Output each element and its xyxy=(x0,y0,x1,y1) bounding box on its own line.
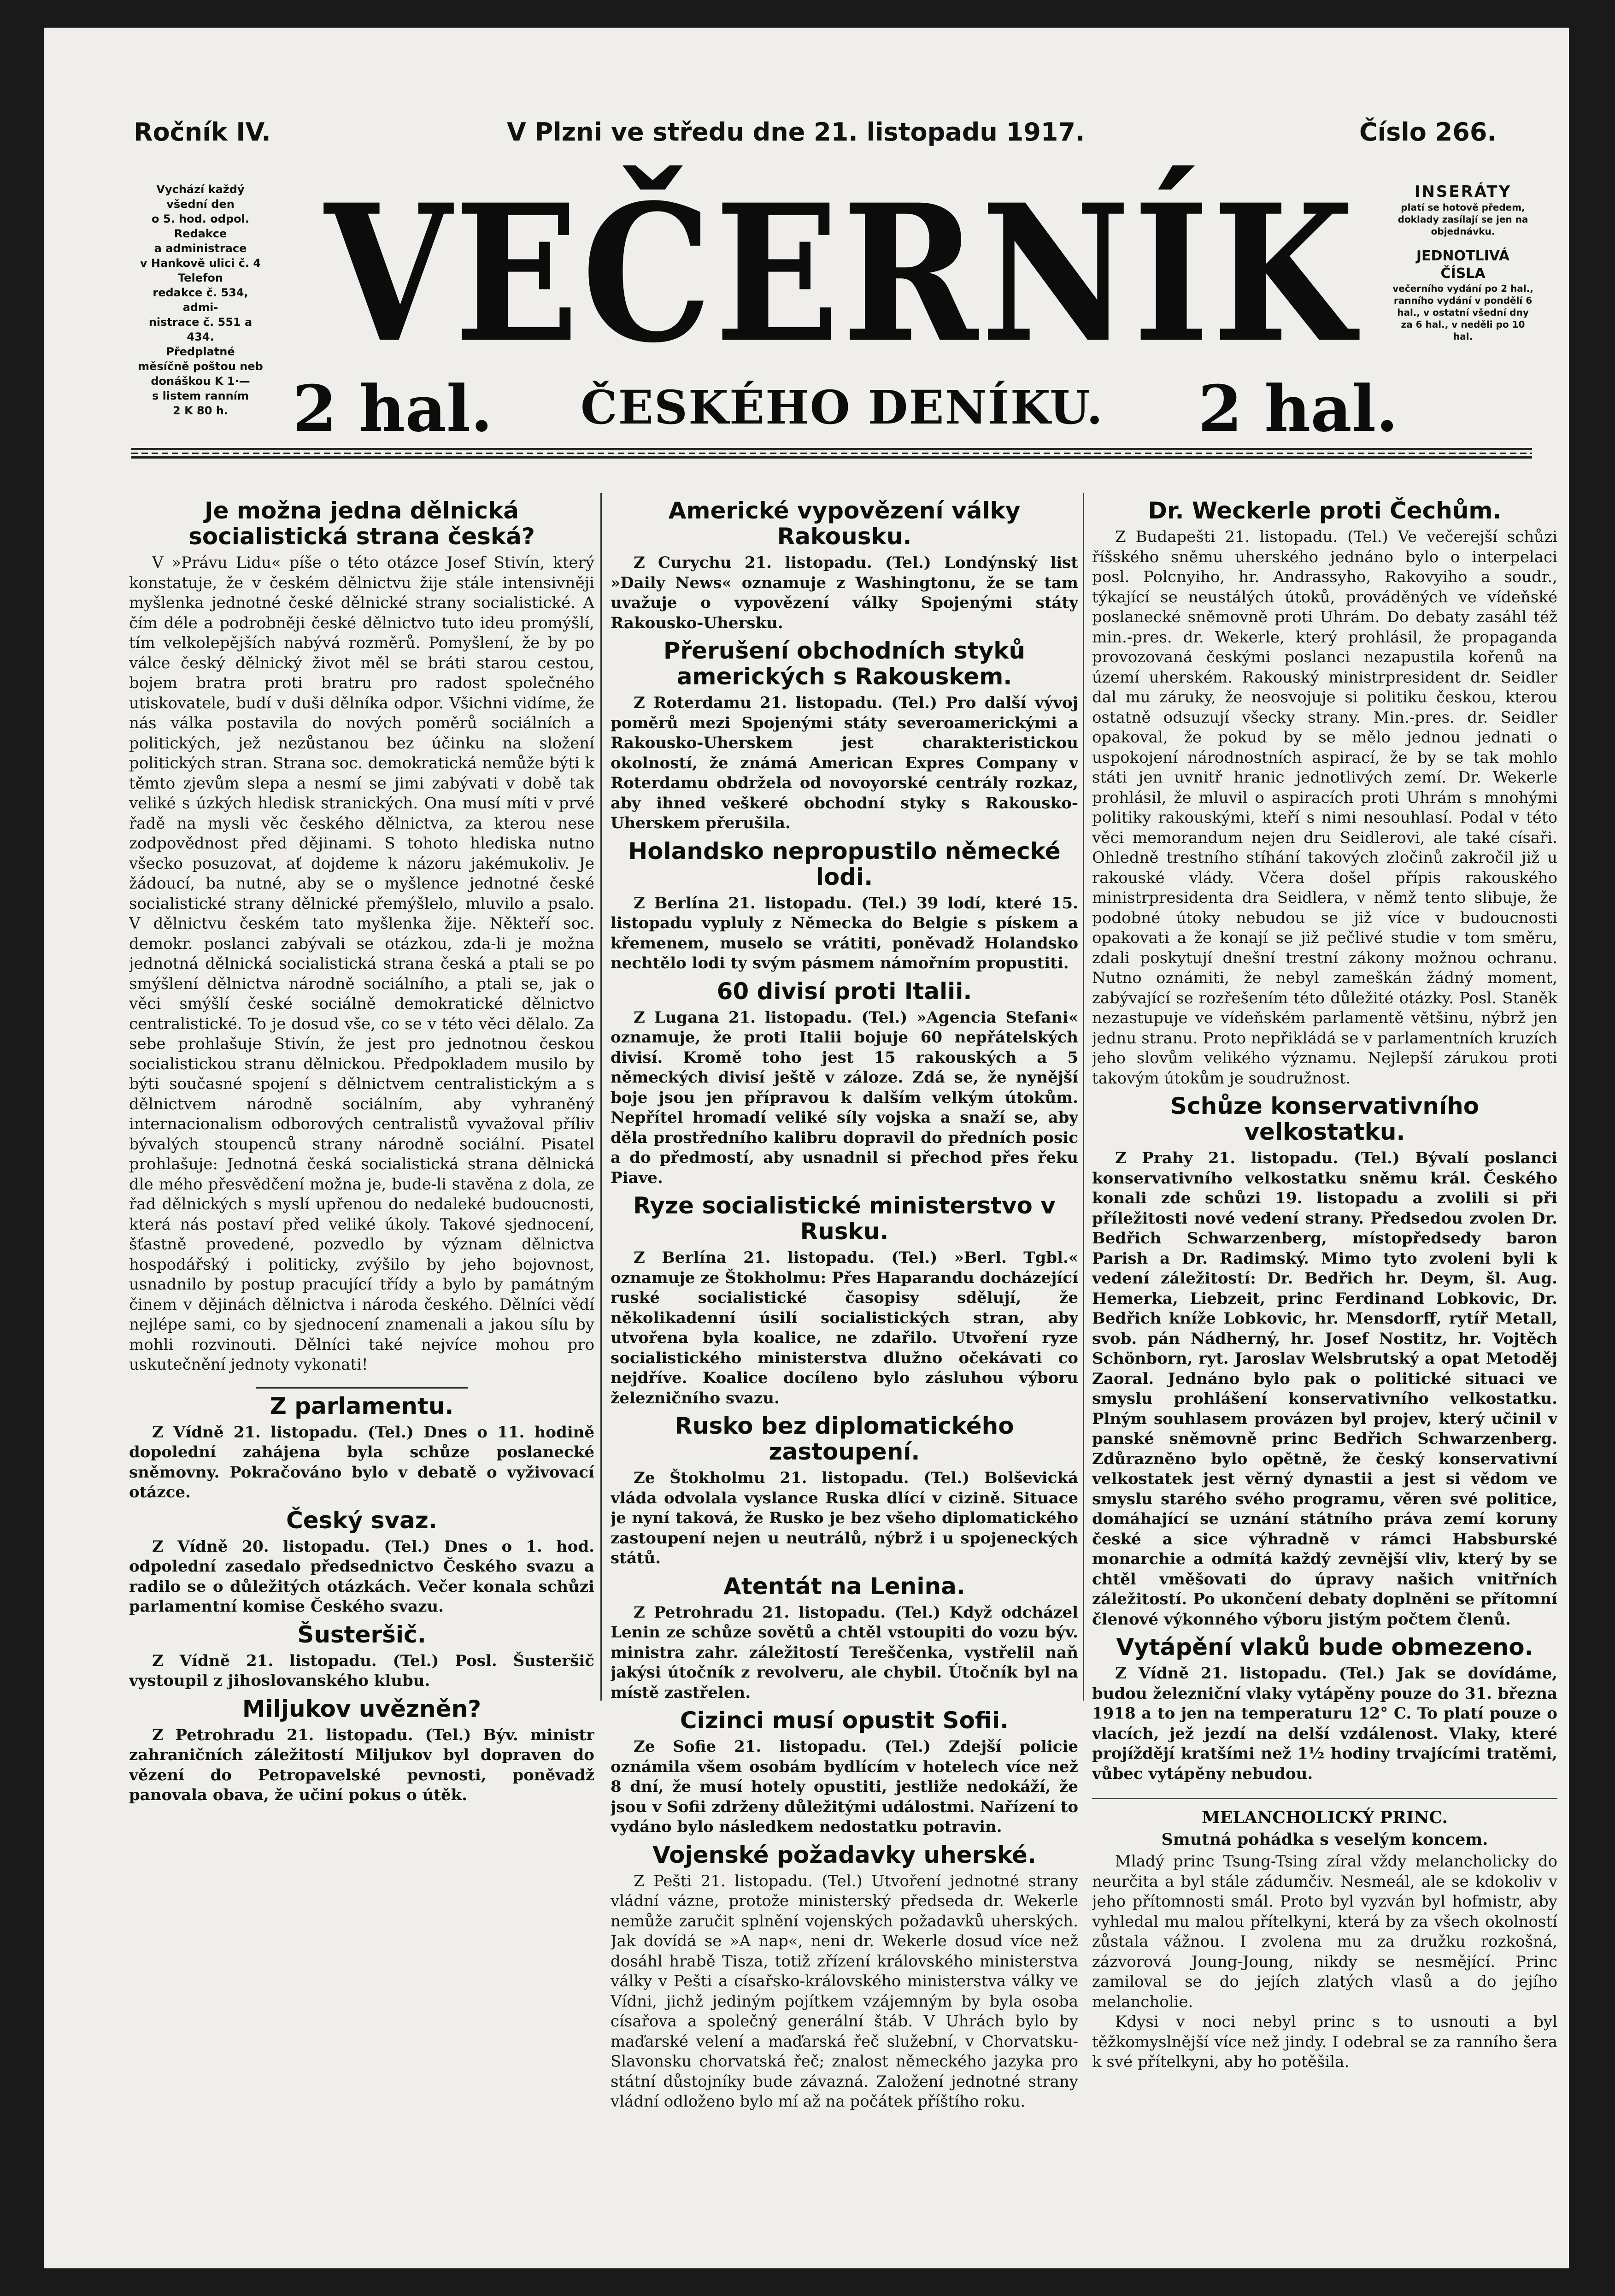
info-line: a administrace xyxy=(154,242,247,255)
feuilleton-body: Mladý princ Tsung-Tsing zíral vždy melancholicky do neurčita a byl stále zádumčiv. Nesmeál, ale se kdokoliv v jeho přítomnosti smál. Proto byl vyzván byl hofmistr, aby vyhledal mu malou přítelkyni, která by za všech okolností zůstala vážnou. I zvolena mu za družku rozkošná, zázvorová Joung-Joung, nikdy se nesmějící. Princ zamiloval se do jejích zlatých vlasů a do jejího melancholie. xyxy=(1092,1852,1557,2011)
masthead-rule-top xyxy=(131,448,1532,450)
ad-terms: platí se hotově předem, doklady zasílají se jen na objednávku. xyxy=(1398,202,1528,237)
article-body: Z Petrohradu 21. listopadu. (Tel.) Když odcházel Lenin ze schůze sovětů a chtěl vstoupiti do vozu býv. ministra zahr. záležitostí Tereščenka, vystřelil naň jakýsi útočník z revolveru, ale chybil. Útočník byl na místě zastřelen. xyxy=(611,1603,1078,1702)
masthead-rule-bottom xyxy=(131,456,1532,459)
article-headline: Je možna jedna dělnická socialistická strana česká? xyxy=(188,497,535,550)
info-line: 2 K 80 h. xyxy=(173,404,228,417)
article-headline: Vojenské požadavky uherské. xyxy=(652,1841,1036,1868)
article-body: Z Berlína 21. listopadu. (Tel.) 39 lodí, které 15. listopadu vypluly z Německa do Belgie s pískem a křemenem, muselo se vrátiti, poněvadž Holandsko nechtělo lodi ty svým pásmem námořním propustiti. xyxy=(611,894,1078,972)
article-headline: Atentát na Lenina. xyxy=(723,1572,965,1600)
column-divider-1 xyxy=(600,493,602,1701)
article-body: Z Vídně 21. listopadu. (Tel.) Posl. Šusteršič vystoupil z jihoslovanského klubu. xyxy=(129,1651,594,1690)
info-line: měsíčně poštou neb xyxy=(138,360,263,373)
info-line: redakce č. 534, admi- xyxy=(153,286,248,314)
article-headline: Přerušení obchodních styků amerických s Rakouskem. xyxy=(663,637,1026,690)
info-line: Vychází každý xyxy=(156,183,245,196)
price-right: 2 hal. xyxy=(1198,371,1398,446)
article-headline: Šusteršič. xyxy=(297,1621,426,1648)
newspaper-page xyxy=(44,28,1569,2268)
article-body: Z Pešti 21. listopadu. (Tel.) Utvoření jednotné strany vládní vázne, protože ministerský předseda dr. Wekerle nemůže zaručit splnění vojenských požadavků uherských. Jak dovídá se »A nap«, neni dr. Wekerle dosud více než dosáhl hrabě Tisza, totiž zřízení královského ministerstva války v Pešti a císařsko-královského ministerstva války ve Vídni, jichž jediným pojítkem vzájemným by byla osoba císařova a společný generální štáb. V Uhrách bylo by maďarské velení a maďarská řeč služební, v Chorvatsku-Slavonsku chorvatská řeč; znalost německého jazyka pro státní důstojníky bude závazná. Založení jednotné strany vládní odloženo bylo mí až na počátek příštího roku. xyxy=(611,1872,1078,2111)
article-headline: 60 divisí proti Italii. xyxy=(716,977,972,1005)
volume-label: Ročník IV. xyxy=(134,118,271,147)
article-body: V »Právu Lidu« píše o této otázce Josef Stivín, který konstatuje, že v českém dělnictvu žije stále intensivněji myšlenka jednotné české dělnické strany socialistické. A čím déle a podrobněji české dělnictvo tuto ideu promýšlí, tím velkolepějších nabývá rozměrů. Pomyšlení, že by po válce český dělnický život měl se bráti starou cestou, bojem bratra proti bratru pro radost společného utiskovatele, budí v duši dělníka odpor. Všichni vidíme, že nás válka postavila do nových poměrů sociálních a politických, jež nezůstanou bez účinku na složení politických stran. Strana soc. demokratická nemůže býti k těmto zjevům slepa a nesmí se jimi zabývati v době tak veliké s úzkých hledisk stranických. Ona musí míti v prvé řadě na mysli věc českého dělnictva, za kterou nese zodpovědnost před dějinami. S tohoto hlediska nutno všecko posuzovat, ať dojdeme k názoru jakémukoliv. Je žádoucí, ba nutné, aby se o myšlence jednotné české socialistické strany dělnické přemýšlelo, mluvilo a psalo. V dělnictvu českém tato myšlenka žije. Někteří soc. demokr. poslanci zabývali se otázkou, zda-li je možna jednotná dělnická socialistická strana česká a ptali se po smýšlení dělnictva národně sociálního, a ptali se, jak o věci smýšlí české sociálně demokratické dělnictvo centralistické. To je dosud vše, co se v této věci dělalo. Za sebe prohlašuje Stivín, že jest pro jednotnou českou socialistickou stranu dělnickou. Předpokladem musilo by býti současné spojení s dělnictvem centralistickým a s dělnictvem národně sociálním, aby vyhraněný internacionalism odborových centralistů vyvažoval příliv bývalých stoupenců strany národně sociální. Pisatel prohlašuje: Jednotná česká socialistická strana dělnická dle mého přesvědčení možna je, bude-li stavěna z dola, ze řad dělnických s myslí upřenou do nedaleké budoucnosti, která nás postaví před veliké úkoly. Takové sjednocení, šťastně provedené, pozvedlo by význam dělnictva hospodářský i politicky, zvýšilo by jeho bojovnost, usnadnilo by postup pracující třídy a bylo by památným činem v dějinách dělnictva i národa českého. Dělníci vědí nejlépe sami, co by sjednocení znamenali a jakou sílu by mohli rozvinouti. Dělníci také nejvíce mohou pro uskutečnění jednoty vykonati! xyxy=(129,553,594,1374)
article-body: Z Prahy 21. listopadu. (Tel.) Bývalí poslanci konservativního velkostatku sněmu král. Českého konali zde schůzi 19. listopadu a zvolili si při příležitosti nové vedení strany. Předsedou zvolen Dr. Bedřich Schwarzenberg, místopředsedy baron Parish a Dr. Radimský. Mimo tyto zvoleni byli k vedení záležitostí: Dr. Bedřich hr. Deym, šl. Aug. Hemerka, Liebzeit, princ Ferdinand Lobkovic, Dr. Bedřich kníže Lobkovic, hr. Mensdorff, rytíř Metall, svob. pán Nádherný, hr. Josef Nostitz, hr. Vojtěch Schönborn, ryt. Jaroslav Welsbrutský a opat Metoděj Zaoral. Jednáno bylo pak o politické situaci ve smyslu prohlášení konservativního velkostatku. Plným souhlasem provázen byl projev, který učinil v panské sněmovně princ Bedřich Schwarzenberg. Zdůrazněno bylo opětně, že český konservativní velkostatek jest věrný dynastii a jest si vědom ve smyslu starého svého programu, věren své politice, domáhající se uznání státního práva zemí koruny české a sice výhradně v rámci Habsburské monarchie a odmítá každý zevnější vliv, který by se chtěl vměšovati do úpravy našich vnitřních záležitostí. Po ukončení debaty doplněni se přítomní členové výkonného výboru jistým počtem členů. xyxy=(1092,1149,1557,1629)
price-left: 2 hal. xyxy=(293,371,493,446)
info-line: donáškou K 1·— xyxy=(151,375,250,388)
article-headline: Miljukov uvězněn? xyxy=(242,1695,482,1722)
info-line: nistrace č. 551 a 434. xyxy=(148,316,253,343)
info-line: Redakce xyxy=(174,227,227,240)
article-body: Z Budapešti 21. listopadu. (Tel.) Ve večerejší schůzi říšského sněmu uherského jednáno bylo o interpelaci posl. Polcnyiho, hr. Andrassyho, Rakovyiho a soudr., týkající se neustálých útoků, prováděných ve vídeňské poslanecké sněmovně proti Uhrám. Do debaty zasáhl též min.-pres. dr. Wekerle, který prohlásil, že propaganda provozovaná českými poslanci nezapustila kořenů na území uherském. Rakouský ministrpresident dr. Seidler dal mu záruky, že neosvojuje si politiku českou, kterou ostatně odsuzují všecky strany. Min.-pres. dr. Seidler opakoval, že pokud by se mělo jednou jednati o uspokojení národnostních aspirací, že by se tak mohlo státi jen uvnitř hranic jednotlivých zemí. Dr. Wekerle prohlásil, že mluvil o aspiracích proti Uhrám s mnohými politiky rakouskými, kteří s nimi nesouhlasí. Podal v této věci memorandum nejen dru Seidlerovi, ale také císaři. Ohledně trestního stíhání takových zločinů zakročil již u rakouské vlády. Včera došel přípis rakouského ministrpresidenta dra Seidlera, v němž tento slibuje, že podobné útoky nebudou se již více v budoucnosti opakovati a že konají se již pečlivé studie v tom směru, zdali poskytují dnešní trestní zákony možnou ochranu. Nutno oznámiti, že nebyl zameškán žádný moment, zabývající se rozřešením této důležité otázky. Posl. Staněk nezastupuje ve vídeňském parlamentě většinu, nýbrž jen jednu stranu. Proto nepřikládá se v parlamentních kruzích jeho slovům velikého významu. Nejlepší zárukou proti takovým útokům je soudružnost. xyxy=(1092,528,1557,1088)
info-line: Telefon xyxy=(178,271,223,284)
article-headline: Americké vypovězení války Rakousku. xyxy=(668,497,1021,550)
info-line: v Hankově ulici č. 4 xyxy=(140,257,261,270)
info-line: Předplatné xyxy=(166,345,235,358)
masthead-rule-dotted xyxy=(131,453,1532,454)
masthead-title: VEČERNÍK xyxy=(324,163,1357,384)
info-line: o 5. hod. odpol. xyxy=(152,212,249,225)
article-body: Z Petrohradu 21. listopadu. (Tel.) Býv. ministr zahraničních záležitostí Miljukov byl dopraven do vězení do Petropavelské pevnosti, poněvadž panovala obava, že učiní pokus o útěk. xyxy=(129,1725,594,1804)
article-body: Z Curychu 21. listopadu. (Tel.) Londýnský list »Daily News« oznamuje z Washingtonu, že se tam uvažuje o vypovězení války Spojenými státy Rakousko-Uhersku. xyxy=(611,553,1078,632)
article-headline: Z parlamentu. xyxy=(270,1392,454,1419)
article-headline: Holandsko nepropustilo německé lodi. xyxy=(628,837,1061,890)
column-divider-2 xyxy=(1083,493,1084,1701)
article-body: Z Lugana 21. listopadu. (Tel.) »Agencia Stefani« oznamuje, že proti Italii bojuje 60 nepřátelských divisí. Kromě toho jest 15 rakouských a 5 německých divisí ještě v záloze. Zdá se, že nynější boje jsou jen přípravou k dalším velkým útokům. Nepřítel hromadí veliké síly vojska a snaží se, aby děla prostředního kalibru dopravil do předních posic a do předmostí, aby usnadnil si přechod přes řeku Piave. xyxy=(611,1008,1078,1187)
feuilleton-subtitle: Smutná pohádka s veselým koncem. xyxy=(1161,1830,1488,1849)
article-body: Z Roterdamu 21. listopadu. (Tel.) Pro další vývoj poměrů mezi Spojenými státy severoamerickými a Rakousko-Uherskem jest charakteristickou okolností, že známá American Expres Company v Roterdamu obdržela od novoyorské centrály rozkaz, aby ihned veškeré obchodní styky s Rakousko-Uherskem přerušila. xyxy=(611,694,1078,832)
masthead-subtitle: ČESKÉHO DENÍKU. xyxy=(581,380,1104,435)
article-body: Z Berlína 21. listopadu. (Tel.) »Berl. Tgbl.« oznamuje ze Štokholmu: Přes Haparandu docházející ruské socialistické časopisy sdělují, že několikadenní úsilí socialistických stran, aby utvořena byla koalice, ne zdařilo. Utvoření ryze socialistického ministerstva dlužno očekávati co nejdříve. Koalice docíleno bylo zásluhou výboru železničního svazu. xyxy=(611,1248,1078,1407)
article-body: Z Vídně 20. listopadu. (Tel.) Dnes o 1. hod. odpolední zasedalo předsednictvo Českého svazu a radilo se o důležitých otázkách. Večer konala schůzi parlamentní komise Českého svazu. xyxy=(129,1537,594,1616)
feuilleton-separator xyxy=(1092,1798,1557,1799)
single-copy-heading-2: ČÍSLA xyxy=(1440,265,1486,282)
article-headline: Dr. Weckerle proti Čechům. xyxy=(1148,497,1502,524)
column-2 xyxy=(611,493,1078,2149)
feuilleton-body: Kdysi v noci nebyl princ s to usnouti a byl těžkomyslnější více než jindy. I odebral se za ranního šera k své přítelkyni, aby ho potěšila. xyxy=(1092,2013,1557,2071)
info-line: všední den xyxy=(166,198,235,211)
article-headline: Schůze konservativního velkostatku. xyxy=(1170,1093,1480,1145)
article-headline: Ryze socialistické ministerstvo v Rusku. xyxy=(633,1192,1056,1245)
article-body: Z Vídně 21. listopadu. (Tel.) Jak se dovídáme, budou železniční vlaky vytápěny pouze do 31. března 1918 a to jen na temperaturu 12° C. To platí pouze o vlacích, jež jezdí na delší vzdálenost. Vlaky, které projíždějí kratšími než 1½ hodiny trvajícími tratěmi, vůbec vytápěny nebudou. xyxy=(1092,1664,1557,1783)
article-body: Z Vídně 21. listopadu. (Tel.) Dnes o 11. hodině dopolední zahájena byla schůze poslanecké sněmovny. Pokračováno bylo v debatě o vyživovací otázce. xyxy=(129,1423,594,1501)
publishing-info-box xyxy=(134,182,267,418)
advertising-info-box xyxy=(1392,182,1534,342)
inserty-title: INSERÁTY xyxy=(1414,183,1512,201)
article-headline: Rusko bez diplomatického zastoupení. xyxy=(675,1413,1014,1465)
column-3 xyxy=(1092,493,1557,2149)
issue-number: Číslo 266. xyxy=(1359,118,1497,147)
article-body: Ze Štokholmu 21. listopadu. (Tel.) Bolševická vláda odvolala vyslance Ruska dlící v cizině. Situace je nyní taková, že Rusko je bez všeho diplomatického zastoupení nejen u neutrálů, nýbrž i u spojeneckých států. xyxy=(611,1469,1078,1567)
article-headline: Český svaz. xyxy=(286,1507,437,1534)
feuilleton-title: MELANCHOLICKÝ PRINC. xyxy=(1201,1808,1448,1827)
article-separator xyxy=(256,1387,468,1389)
copy-prices: večerního vydání po 2 hal., ranního vydání v pondělí 6 hal., v ostatní všední dny za 6 hal., v neděli po 10 hal. xyxy=(1392,283,1533,342)
column-1 xyxy=(129,493,594,2149)
article-body: Ze Sofie 21. listopadu. (Tel.) Zdejší policie oznámila všem osobám bydlícím v hotelech více než 8 dní, že musí hotely opustiti, jestliže nedokáží, že jsou v Sofii zdrženy důležitými událostmi. Nařízení to vydáno bylo následkem nedostatku potravin. xyxy=(611,1737,1078,1836)
article-headline: Cizinci musí opustit Sofii. xyxy=(680,1707,1009,1734)
date-line: V Plzni ve středu dne 21. listopadu 1917. xyxy=(507,118,1085,147)
article-headline: Vytápění vlaků bude obmezeno. xyxy=(1116,1634,1533,1660)
info-line: s listem ranním xyxy=(152,389,249,402)
single-copy-heading: JEDNOTLIVÁ xyxy=(1416,248,1510,264)
